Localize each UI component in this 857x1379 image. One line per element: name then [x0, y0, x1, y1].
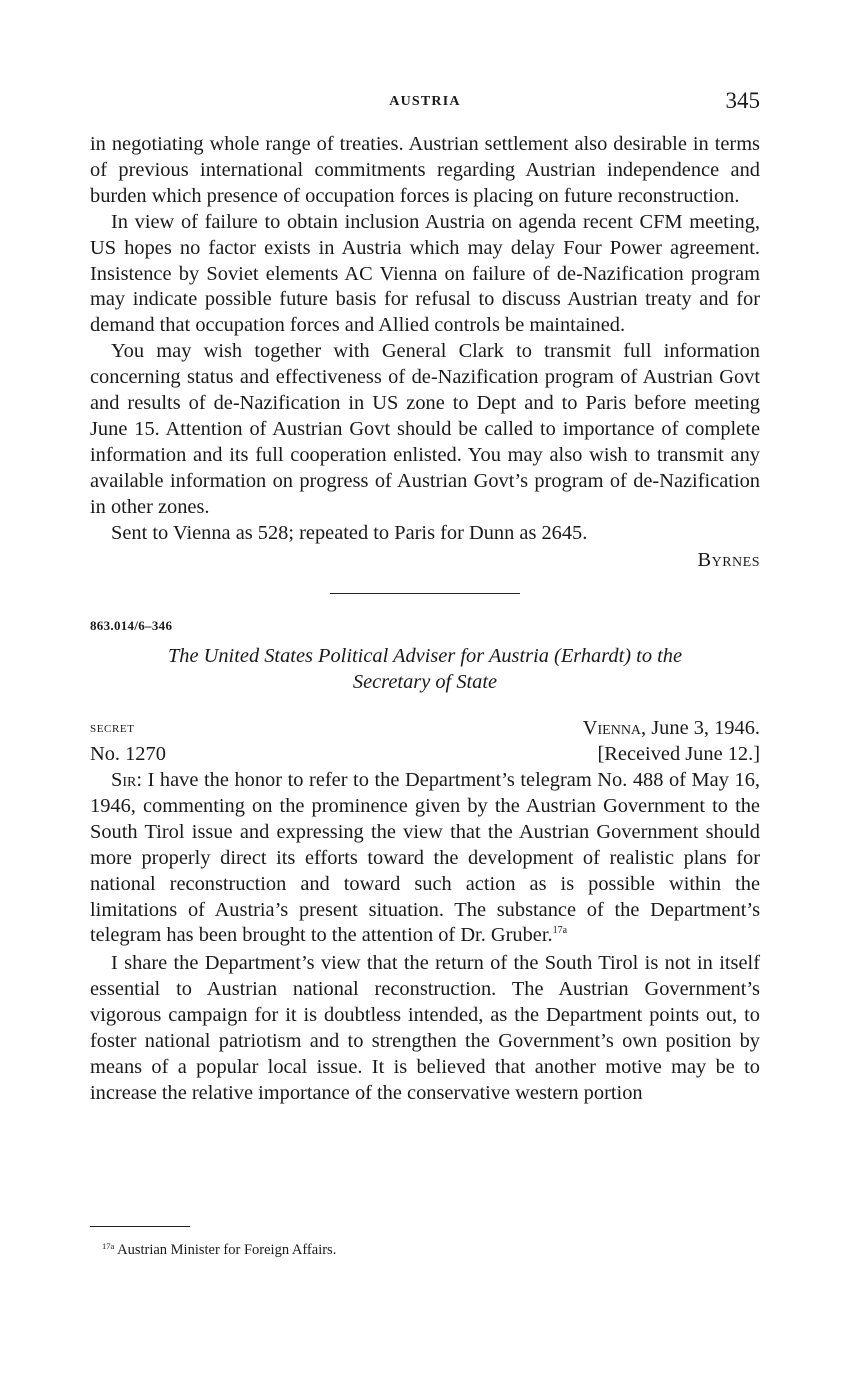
- running-head: [90, 88, 760, 118]
- dateline-place: Vienna: [582, 717, 642, 740]
- paragraph-salutation-text: : I have the honor to refer to the Department’s telegram No. 488 of May 16, 1946, commenting on the prominence given by the Austrian Government to the South Tirol issue and expressing the view that the Austrian Government should more properly direct its efforts toward the development of realistic plans for national reconstruction and toward such action as is possible within the limitations of Austria’s present situation. The substance of the Department’s telegram has been brought to the attention of Dr. Gruber.: [90, 769, 760, 947]
- document-title: [90, 644, 760, 696]
- footnote-reference: 17a: [552, 925, 568, 937]
- paragraph-south-tirol: I share the Department’s view that the return of the South Tirol is not in itself essential to Austrian national reconstruction. The Austrian Government’s vigorous campaign for it is doubtless intended, as the Department points out, to foster national patriotism and to strengthen the Government’s own position by means of a popular local issue. It is believed that another motive may be to increase the relative importance of the conservative western portion: [90, 952, 760, 1104]
- paragraph-sent-to-vienna: Sent to Vienna as 528; repeated to Paris for Dunn as 2645.: [111, 521, 588, 544]
- footnote-text: Austrian Minister for Foreign Affairs.: [114, 1242, 337, 1258]
- paragraph-cfm-meeting: In view of failure to obtain inclusion Austria on agenda recent CFM meeting, US hopes no factor exists in Austria which may delay Four Power agreement. Insistence by Soviet elements AC Vienna on failure of de-Nazification program may indicate possible future basis for refusal to discuss Austrian treaty and for demand that occupation forces and Allied controls be maintained.: [90, 210, 760, 337]
- dateline: [583, 716, 760, 742]
- signature-byrnes: Byrnes: [697, 548, 760, 571]
- salutation: Sir: [111, 769, 137, 792]
- page-number: 345: [725, 88, 760, 113]
- number-row: [90, 742, 760, 768]
- document-title-line-1: The United States Political Adviser for Austria (Erhardt) to the: [167, 645, 683, 668]
- paragraph-continued: in negotiating whole range of treaties. Austrian settlement also desirable in terms of previous international commitments regarding Austrian independence and burden which presence of occupation forces is placing on future reconstruction.: [90, 133, 760, 207]
- dateline-row: [90, 716, 760, 742]
- classification-label: secret: [90, 720, 135, 737]
- page-body: [90, 132, 760, 1107]
- section-divider: [330, 593, 520, 594]
- footnote-marker: 17a: [102, 1241, 115, 1251]
- footnote-rule: [90, 1226, 190, 1227]
- paragraph-salutation: [90, 768, 760, 949]
- file-number: 863.014/6–346: [90, 618, 173, 634]
- paragraph-general-clark: You may wish together with General Clark to transmit full information concerning status and effectiveness of de-Nazification program of Austrian Govt and results of de-Nazification in US zone to Dept and to Paris before meeting June 15. Attention of Austrian Govt should be called to importance of complete information and its full cooperation enlisted. You may also wish to transmit any available information on progress of Austrian Govt’s program of de-Nazification in other zones.: [90, 340, 760, 518]
- footnote: [102, 1240, 336, 1260]
- document-title-line-2: Secretary of State: [352, 671, 498, 694]
- dateline-date: , June 3, 1946.: [641, 717, 760, 740]
- despatch-number: No. 1270: [90, 743, 166, 766]
- running-title: AUSTRIA: [389, 94, 461, 109]
- received-date: [Received June 12.]: [597, 743, 760, 766]
